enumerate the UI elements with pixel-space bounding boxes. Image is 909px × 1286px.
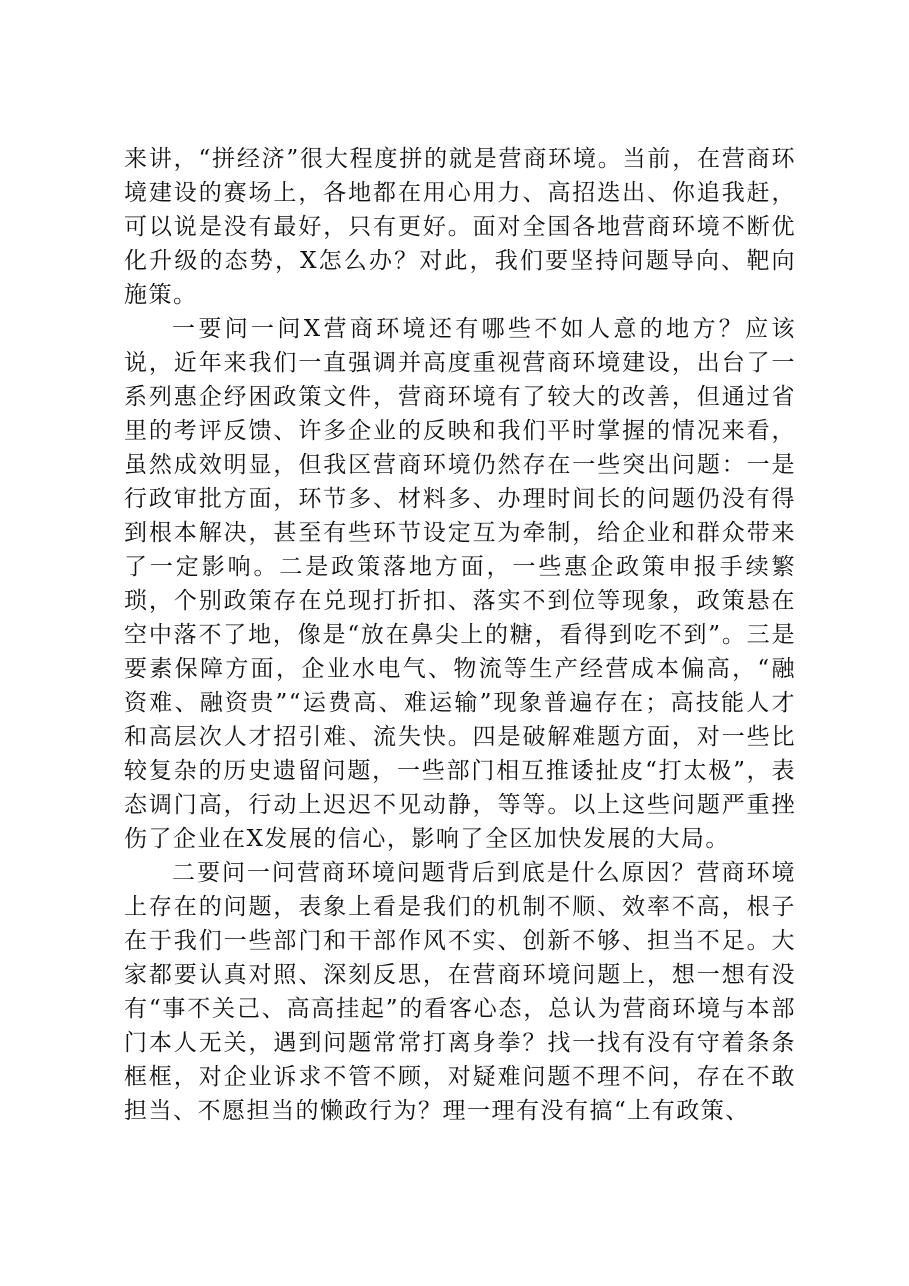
paragraph-1: 来讲，“拼经济”很大程度拼的就是营商环境。当前，在营商环境建设的赛场上，各地都在用心用力、高招迭出、你追我赶，可以说是没有最好，只有更好。面对全国各地营商环境不断优化升级的态势，X怎么办？对此，我们要坚持问题导向、靶向施策。 [124, 146, 796, 308]
paragraph-3: 二要问一问营商环境问题背后到底是什么原因？营商环境上存在的问题，表象上看是我们的机制不顺、效率不高，根子在于我们一些部门和干部作风不实、创新不够、担当不足。大家都要认真对照、深刻反思，在营商环境问题上，想一想有没有“事不关己、高高挂起”的看客心态，总认为营商环境与本部门本人无关，遇到问题常常打离身拳？找一找有没有守着条条框框，对企业诉求不管不顾，对疑难问题不理不问，存在不敢担当、不愿担当的懒政行为？理一理有没有搞“上有政策、 [124, 860, 796, 1124]
paragraph-2: 一要问一问X营商环境还有哪些不如人意的地方？应该说，近年来我们一直强调并高度重视营商环境建设，出台了一系列惠企纾困政策文件，营商环境有了较大的改善，但通过省里的考评反馈、许多企业的反映和我们平时掌握的情况来看，虽然成效明显，但我区营商环境仍然存在一些突出问题：一是行政审批方面，环节多、材料多、办理时间长的问题仍没有得到根本解决，甚至有些环节设定互为牵制，给企业和群众带来了一定影响。二是政策落地方面，一些惠企政策申报手续繁琐，个别政策存在兑现打折扣、落实不到位等现象，政策悬在空中落不了地，像是“放在鼻尖上的糖，看得到吃不到”。三是要素保障方面，企业水电气、物流等生产经营成本偏高，“融资难、融资贵”“运费高、难运输”现象普遍存在；高技能人才和高层次人才招引难、流失快。四是破解难题方面，对一些比较复杂的历史遗留问题，一些部门相互推诿扯皮“打太极”，表态调门高，行动上迟迟不见动静，等等。以上这些问题严重挫伤了企业在X发展的信心，影响了全区加快发展的大局。 [124, 316, 796, 852]
document-body [124, 142, 796, 1128]
